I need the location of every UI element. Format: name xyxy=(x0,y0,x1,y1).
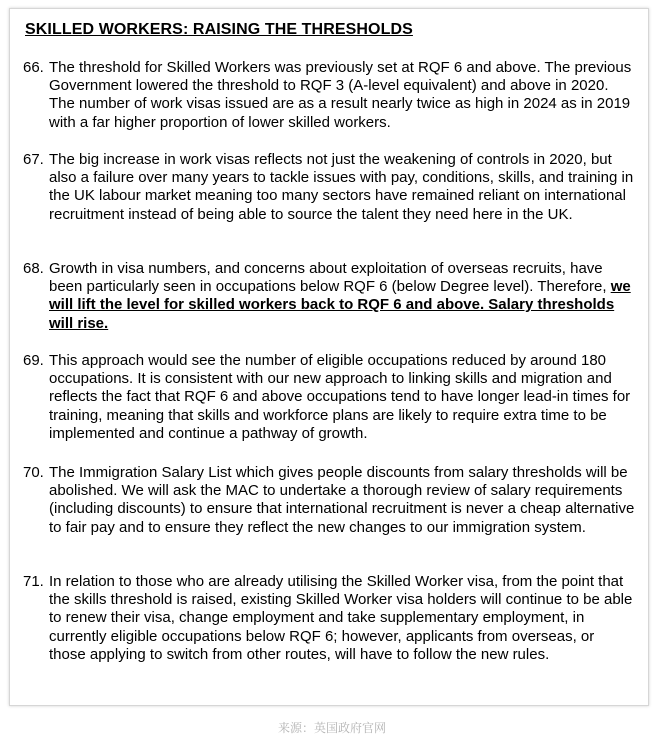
paragraph-70 xyxy=(23,464,635,537)
paragraph-67 xyxy=(23,151,635,224)
paragraph-68 xyxy=(23,260,635,333)
paragraph-number: 66. xyxy=(23,59,44,76)
policy-emphasis: we will lift the level for skilled workers back to RQF 6 and above. Salary thresholds will rise. xyxy=(49,278,631,332)
paragraph-69 xyxy=(23,352,635,443)
paragraph-71 xyxy=(23,573,635,664)
paragraph-text: In relation to those who are already utilising the Skilled Worker visa, from the point that the skills threshold is raised, existing Skilled Worker visa holders will continue to be able to renew their visa, change employment and take supplementary employment, in currently eligible occupations below RQF 6; however, applicants from overseas, or those applying to switch from other routes, will have to follow the new rules. xyxy=(49,573,633,663)
paragraph-text: The big increase in work visas reflects not just the weakening of controls in 2020, but also a failure over many years to tackle issues with pay, conditions, skills, and training in the UK labour market meaning too many sectors have remained reliant on international recruitment instead of being able to source the talent they need here in the UK. xyxy=(49,151,634,223)
paragraph-number: 68. xyxy=(23,260,44,277)
paragraph-number: 70. xyxy=(23,464,44,481)
section-heading: SKILLED WORKERS: RAISING THE THRESHOLDS xyxy=(25,21,413,38)
paragraph-text: The threshold for Skilled Workers was previously set at RQF 6 and above. The previous Government lowered the threshold to RQF 3 (A-level equivalent) and above in 2020. The number of work visas issued are as a result nearly twice as high in 2024 as in 2019 with a far higher proportion of lower skilled workers. xyxy=(49,59,632,131)
paragraph-number: 69. xyxy=(23,352,44,369)
paragraph-number: 67. xyxy=(23,151,44,168)
paragraph-66 xyxy=(23,59,635,132)
source-caption: 来源：英国政府官网 xyxy=(277,721,386,735)
paragraph-text: Growth in visa numbers, and concerns about exploitation of overseas recruits, have been particularly seen in occupations below RQF 6 (below Degree level). Therefore, xyxy=(49,260,607,296)
document-page xyxy=(9,8,649,706)
paragraph-body xyxy=(49,260,635,333)
paragraph-text: The Immigration Salary List which gives people discounts from salary thresholds will be abolished. We will ask the MAC to undertake a thorough review of salary requirements (including discounts) to ensure that international recruitment is never a cheap alternative to fair pay and to ensure they reflect the new changes to our immigration system. xyxy=(49,464,635,536)
paragraph-number: 71. xyxy=(23,573,44,590)
paragraph-text: This approach would see the number of eligible occupations reduced by around 180 occupations. It is consistent with our new approach to linking skills and migration and reflects the fact that RQF 6 and above occupations tend to have longer lead-in times for training, meaning that skills and workforce plans are likely to require extra time to be implemented and continue a pathway of growth. xyxy=(49,352,631,442)
